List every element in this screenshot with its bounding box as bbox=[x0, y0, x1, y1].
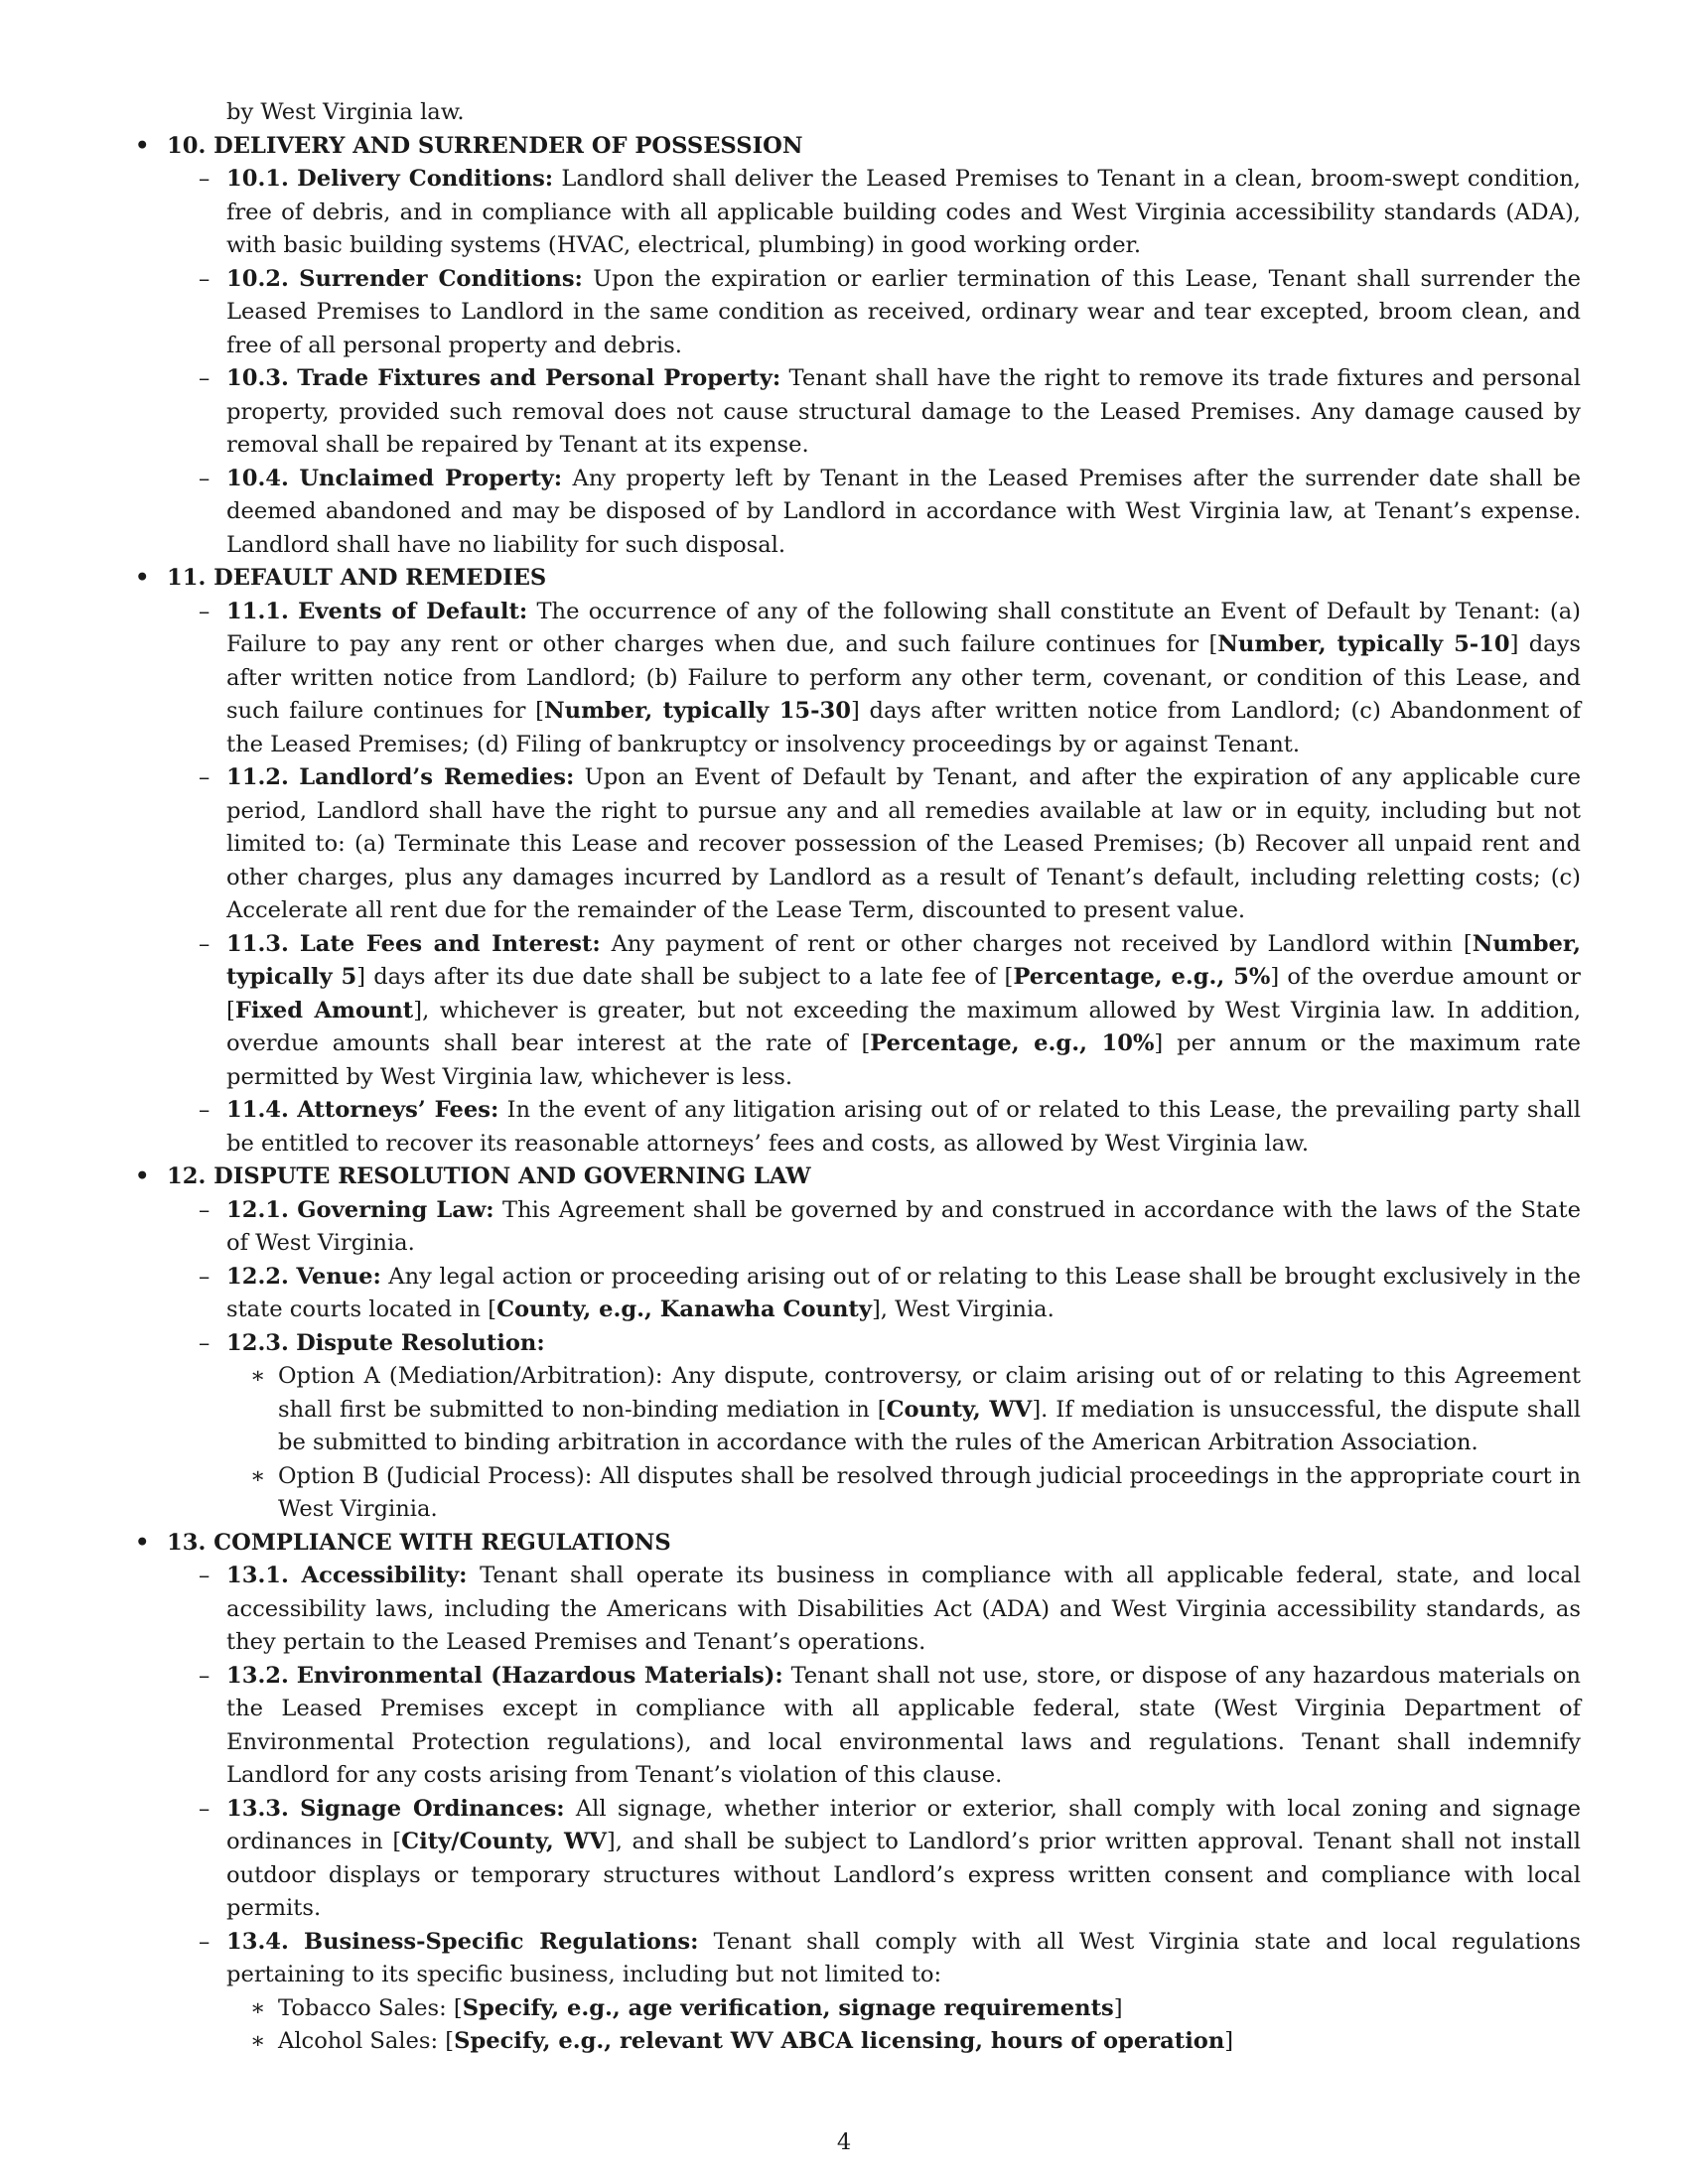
section-13 bbox=[135, 1527, 1581, 2059]
dash-icon: – bbox=[199, 598, 211, 624]
clause-13-3: – 13.3. Signage Ordinances: All signage, whether interior or exterior, shall comply with local zoning and signage ordinances in [City/County, WV], and shall be subject to Landlord’s prior written approval. Tenant shall not install outdoor displays or temporary structures without Landlord’s express written consent and compliance with local permits. bbox=[226, 1793, 1581, 1926]
dash-icon: – bbox=[199, 1928, 211, 1955]
intro-continuation: by West Virginia law. bbox=[226, 99, 465, 125]
placeholder-field: County, WV bbox=[886, 1396, 1033, 1423]
placeholder-field: Specify, e.g., age verification, signage requirements bbox=[462, 1994, 1114, 2021]
clause-12-3: – 12.3. Dispute Resolution: bbox=[226, 1327, 1581, 1361]
dash-icon: – bbox=[199, 465, 211, 491]
clause-11-3: – 11.3. Late Fees and Interest: Any payment of rent or other charges not received by Landlord within [Number, typically 5] days after its due date shall be subject to a late fee of [Percentage, e.g., 5%] of the overdue amount or [Fixed Amount], whichever is greater, but not exceeding the maximum allowed by West Virginia law. In addition, overdue amounts shall bear interest at the rate of [Percentage, e.g., 10%] per annum or the maximum rate permitted by West Virginia law, whichever is less. bbox=[226, 928, 1581, 1095]
section-10 bbox=[135, 130, 1581, 563]
option-b: ∗ Option B (Judicial Process): All disputes shall be resolved through judicial proceedings in the appropriate court in West Virginia. bbox=[278, 1460, 1581, 1527]
dash-icon: – bbox=[199, 265, 211, 292]
placeholder-field: Specify, e.g., relevant WV ABCA licensing, hours of operation bbox=[454, 2028, 1225, 2054]
clause-13-2: – 13.2. Environmental (Hazardous Materials): Tenant shall not use, store, or dispose of any hazardous materials on the Leased Premises except in compliance with all applicable federal, state (West Virginia Department of Environmental Protection regulations), and local environmental laws and regulations. Tenant shall indemnify Landlord for any costs arising from Tenant’s violation of this clause. bbox=[226, 1660, 1581, 1793]
dash-icon: – bbox=[199, 1263, 211, 1290]
placeholder-field: Fixed Amount bbox=[234, 997, 414, 1024]
section-title: 12. DISPUTE RESOLUTION AND GOVERNING LAW bbox=[167, 1163, 811, 1189]
dash-icon: – bbox=[199, 1795, 211, 1822]
bullet-icon: • bbox=[135, 1529, 150, 1556]
clause-10-1: – 10.1. Delivery Conditions: Landlord shall deliver the Leased Premises to Tenant in a clean, broom-swept condition, free of debris, and in compliance with all applicable building codes and West Virginia accessibility standards (ADA), with basic building systems (HVAC, electrical, plumbing) in good working order. bbox=[226, 163, 1581, 263]
clause-12-1: – 12.1. Governing Law: This Agreement shall be governed by and construed in accordance with the laws of the State of West Virginia. bbox=[226, 1194, 1581, 1261]
placeholder-field: Number, typically 15-30 bbox=[543, 698, 851, 724]
section-title: 11. DEFAULT AND REMEDIES bbox=[167, 565, 547, 591]
page-number: 4 bbox=[836, 2129, 852, 2155]
clause-13-1: – 13.1. Accessibility: Tenant shall operate its business in compliance with all applicable federal, state, and local accessibility laws, including the Americans with Disabilities Act (ADA) and West Virginia accessibility standards, as they pertain to the Leased Premises and Tenant’s operations. bbox=[226, 1560, 1581, 1660]
option-a: ∗ Option A (Mediation/Arbitration): Any dispute, controversy, or claim arising out of or relating to this Agreement shall first be submitted to non-binding mediation in [County, WV]. If mediation is unsuccessful, the dispute shall be submitted to binding arbitration in accordance with the rules of the American Arbitration Association. bbox=[278, 1360, 1581, 1460]
placeholder-field: Number, typically 5-10 bbox=[1217, 631, 1510, 657]
placeholder-field: City/County, WV bbox=[401, 1829, 607, 1854]
section-title: 10. DELIVERY AND SURRENDER OF POSSESSION bbox=[167, 132, 803, 159]
placeholder-field: County, e.g., Kanawha County bbox=[496, 1297, 872, 1322]
dash-icon: – bbox=[199, 1662, 211, 1689]
clause-10-2: – 10.2. Surrender Conditions: Upon the expiration or earlier termination of this Lease, Tenant shall surrender the Leased Premises to Landlord in the same condition as received, ordinary wear and tear excepted, broom clean, and free of all personal property and debris. bbox=[226, 263, 1581, 363]
tobacco-sales: ∗ Tobacco Sales: [Specify, e.g., age verification, signage requirements] bbox=[278, 1992, 1581, 2026]
alcohol-sales: ∗ Alcohol Sales: [Specify, e.g., relevant WV ABCA licensing, hours of operation] bbox=[278, 2025, 1581, 2059]
clause-13-4: – 13.4. Business-Specific Regulations: Tenant shall comply with all West Virginia state and local regulations pertaining to its specific business, including but not limited to: bbox=[226, 1926, 1581, 1992]
asterisk-icon: ∗ bbox=[250, 2028, 266, 2054]
section-12 bbox=[135, 1160, 1581, 1527]
bullet-icon: • bbox=[135, 1163, 150, 1189]
dash-icon: – bbox=[199, 166, 211, 192]
bullet-icon: • bbox=[135, 132, 150, 159]
asterisk-icon: ∗ bbox=[250, 1363, 266, 1389]
section-title: 13. COMPLIANCE WITH REGULATIONS bbox=[167, 1529, 671, 1556]
document-body bbox=[135, 96, 1582, 2059]
placeholder-field: Percentage, e.g., 10% bbox=[870, 1030, 1155, 1056]
bullet-icon: • bbox=[135, 565, 150, 591]
dash-icon: – bbox=[199, 1196, 211, 1223]
placeholder-field: Number, typically 5 bbox=[226, 930, 1582, 990]
dash-icon: – bbox=[199, 1097, 211, 1123]
clause-12-2: – 12.2. Venue: Any legal action or proceeding arising out of or relating to this Lease shall be brought exclusively in the state courts located in [County, e.g., Kanawha County], West Virginia. bbox=[226, 1261, 1581, 1327]
asterisk-icon: ∗ bbox=[250, 1994, 266, 2021]
clause-11-2: – 11.2. Landlord’s Remedies: Upon an Event of Default by Tenant, and after the expiration of any applicable cure period, Landlord shall have the right to pursue any and all remedies available at law or in equity, including but not limited to: (a) Terminate this Lease and recover possession of the Leased Premises; (b) Recover all unpaid rent and other charges, plus any damages incurred by Landlord as a result of Tenant’s default, including reletting costs; (c) Accelerate all rent due for the remainder of the Lease Term, discounted to present value. bbox=[226, 761, 1581, 928]
placeholder-field: Percentage, e.g., 5% bbox=[1013, 964, 1271, 990]
dash-icon: – bbox=[199, 764, 211, 790]
section-11 bbox=[135, 562, 1582, 1160]
clause-10-4: – 10.4. Unclaimed Property: Any property left by Tenant in the Leased Premises after the surrender date shall be deemed abandoned and may be disposed of by Landlord in accordance with West Virginia law, at Tenant’s expense. Landlord shall have no liability for such disposal. bbox=[226, 463, 1581, 563]
asterisk-icon: ∗ bbox=[250, 1462, 266, 1489]
clause-11-1: – 11.1. Events of Default: The occurrence of any of the following shall constitute an Event of Default by Tenant: (a) Failure to pay any rent or other charges when due, and such failure continues for [Number, typically 5-10] days after written notice from Landlord; (b) Failure to perform any other term, covenant, or condition of this Lease, and such failure continues for [Number, typically 15-30] days after written notice from Landlord; (c) Abandonment of the Leased Premises; (d) Filing of bankruptcy or insolvency proceedings by or against Tenant. bbox=[226, 596, 1581, 762]
clause-11-4: – 11.4. Attorneys’ Fees: In the event of any litigation arising out of or related to this Lease, the prevailing party shall be entitled to recover its reasonable attorneys’ fees and costs, as allowed by West Virginia law. bbox=[226, 1094, 1581, 1160]
clause-10-3: – 10.3. Trade Fixtures and Personal Property: Tenant shall have the right to remove its trade fixtures and personal property, provided such removal does not cause structural damage to the Leased Premises. Any damage caused by removal shall be repaired by Tenant at its expense. bbox=[226, 362, 1581, 463]
dash-icon: – bbox=[199, 365, 211, 391]
dash-icon: – bbox=[199, 1329, 211, 1356]
dash-icon: – bbox=[199, 1563, 211, 1588]
dash-icon: – bbox=[199, 930, 211, 957]
